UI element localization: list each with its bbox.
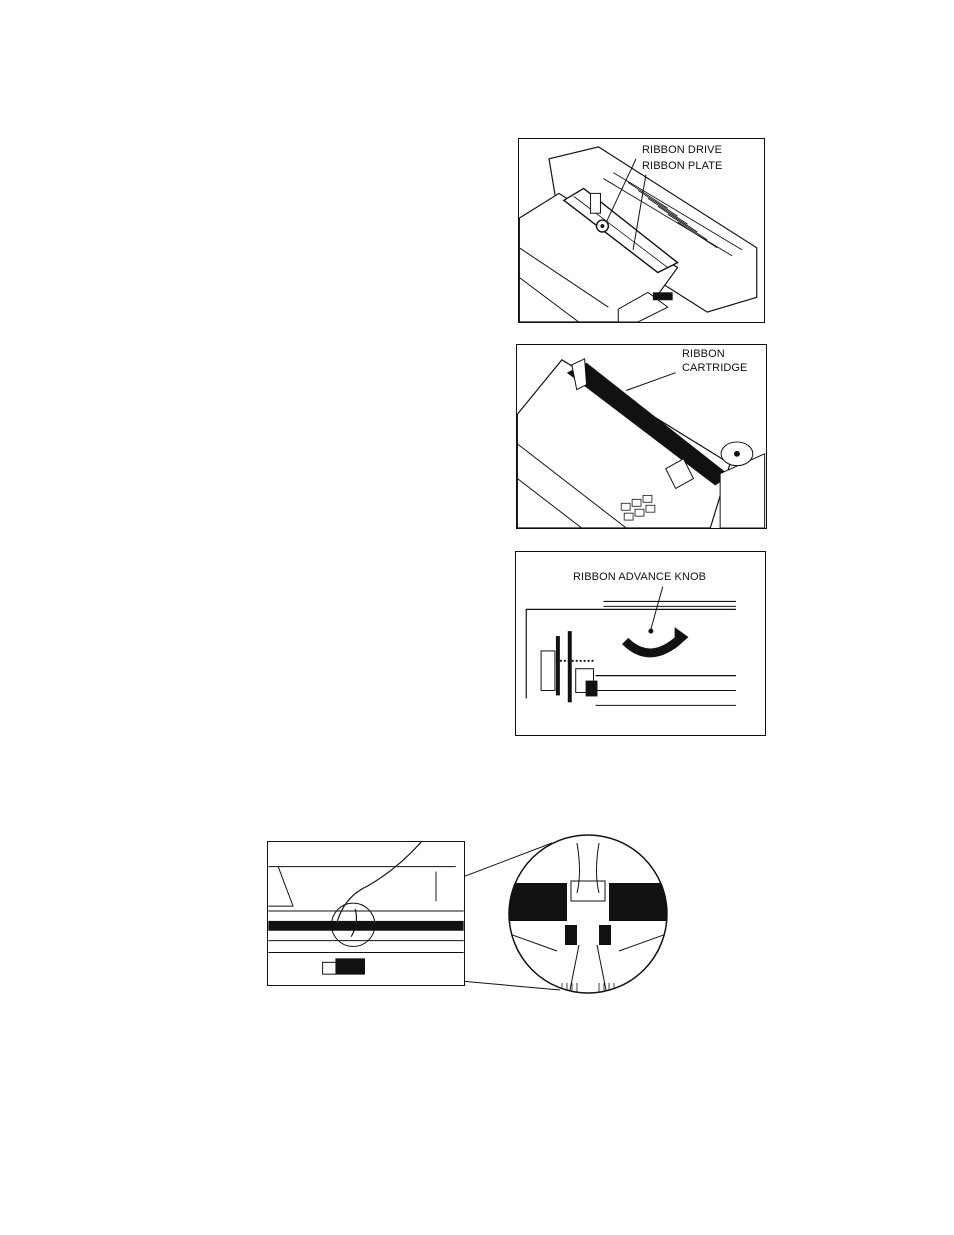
figure-ribbon-drive-plate [518, 138, 765, 323]
ribbon-plate-label: RIBBON PLATE [642, 160, 723, 172]
threading-illustration [268, 842, 464, 985]
ribbon-cartridge-label-line2: CARTRIDGE [682, 362, 748, 374]
ribbon-advance-knob-label: RIBBON ADVANCE KNOB [573, 571, 707, 583]
ribbon-cartridge-label-line1: RIBBON [682, 348, 725, 360]
figure-ribbon-threading [267, 841, 465, 986]
figure-ribbon-cartridge [516, 344, 767, 529]
ribbon-drive-label: RIBBON DRIVE [642, 144, 723, 156]
figure-ribbon-advance-knob [515, 551, 766, 736]
threading-magnified-detail [507, 833, 669, 995]
